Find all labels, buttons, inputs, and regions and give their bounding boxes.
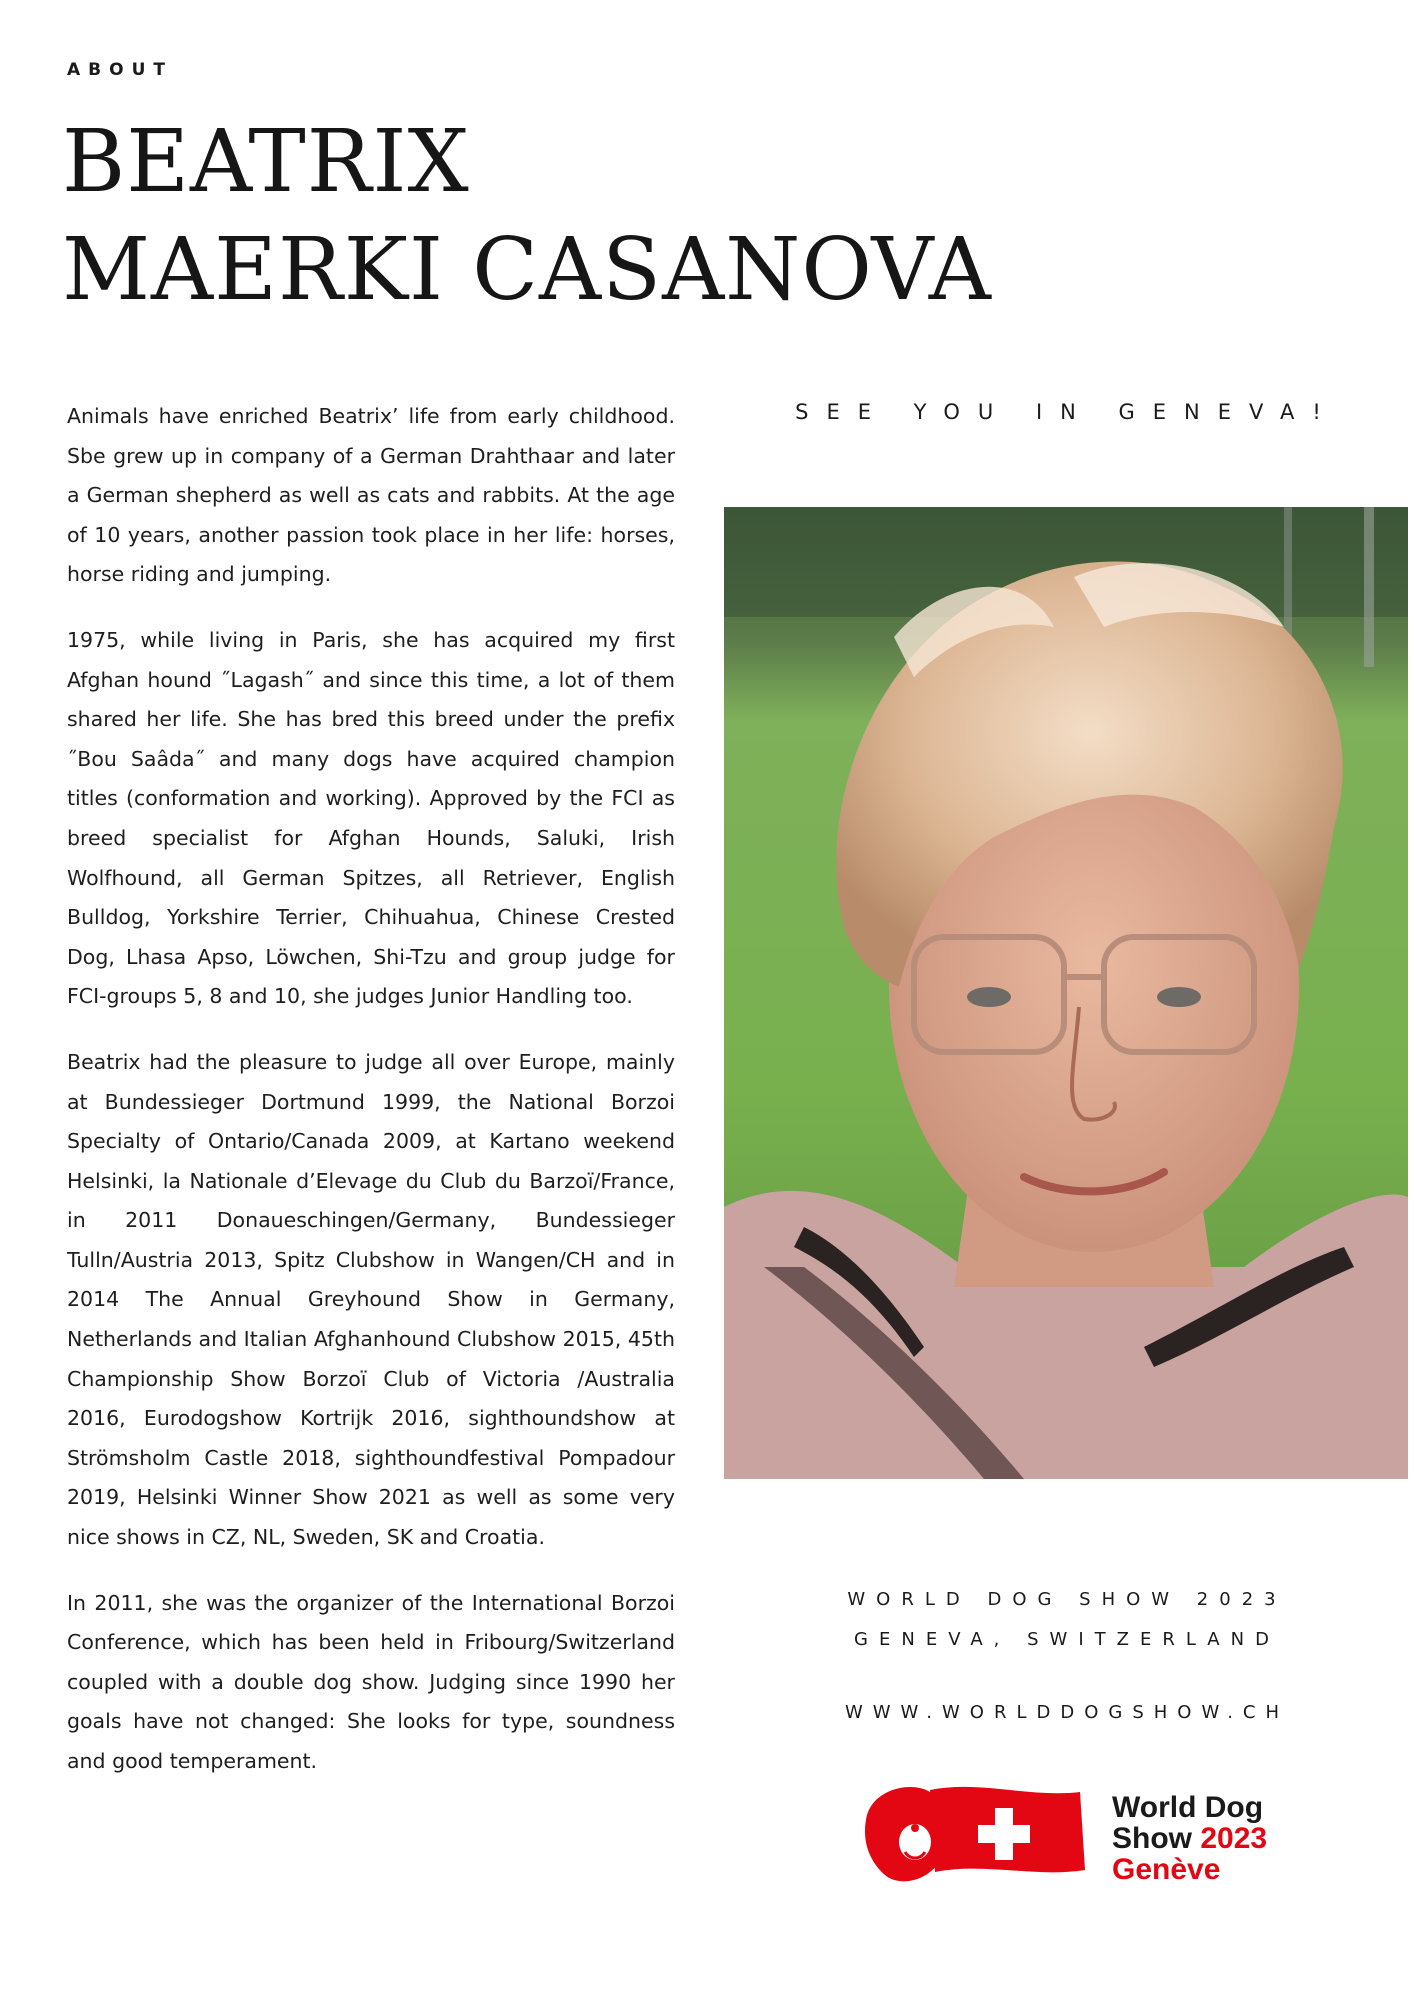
tagline: SEE YOU IN GENEVA! [795,400,1339,424]
bio-paragraph: In 2011, she was the organizer of the International Borzoi Conference, which has been held in Fribourg/Switzerland coupled with a double dog show. Judging since 1990 her goals have not changed: She looks for type, soundness and good temperament. [67,1590,675,1773]
title-line-2: MAERKI CASANOVA [62,220,992,320]
event-info [720,1580,1414,1660]
event-location: GENEVA, SWITZERLAND [854,1629,1280,1650]
title-line-1: BEATRIX [62,112,470,212]
portrait-photo [724,507,1408,1479]
bio-paragraph: Animals have enriched Beatrix’ life from early childhood. Sbe grew up in company of a German Drahthaar and later a German shepherd as well as cats and rabbits. At the age of 10 years, another passion took place in her life: horses, horse riding and jumping. [67,404,675,587]
website-link[interactable]: WWW.WORLDDOGSHOW.CH [844,1702,1290,1723]
world-dog-show-logo [860,1780,1300,1890]
event-name: WORLD DOG SHOW 2023 [847,1589,1287,1610]
biography [67,397,675,1808]
bio-paragraph: Beatrix had the pleasure to judge all over Europe, mainly at Bundessieger Dortmund 1999, the National Borzoi Specialty of Ontario/Canada 2009, at Kartano weekend Helsinki, la Nationale d’Elevage du Club du Barzoï/France, in 2011 Donaueschingen/Germany, Bundessieger Tulln/Austria 2013, Spitz Clubshow in Wangen/CH and in 2014 The Annual Greyhound Show in Germany, Netherlands and Italian Afghanhound Clubshow 2015, 45th Championship Show Borzoï Club of Victoria /Australia 2016, Eurodogshow Kortrijk 2016, sighthoundshow at Strömsholm Castle 2018, sighthoundfestival Pompadour 2019, Helsinki Winner Show 2021 as well as some very nice shows in CZ, NL, Sweden, SK and Croatia. [67,1049,675,1550]
bio-paragraph: 1975, while living in Paris, she has acquired my first Afghan hound ˝Lagash˝ and since this time, a lot of them shared her life. She has bred this breed under the prefix ˝Bou Saâda˝ and many dogs have acquired champion titles (conformation and working). Approved by the FCI as breed specialist for Afghan Hounds, Saluki, Irish Wolfhound, all German Spitzes, all Retriever, English Bulldog, Yorkshire Terrier, Chihuahua, Chinese Crested Dog, Lhasa Apso, Löwchen, Shi-Tzu and group judge for FCI-groups 5, 8 and 10, she judges Junior Handling too. [67,627,675,1009]
logo-line-2 [1112,1823,1267,1854]
logo-line-1: World Dog [1112,1791,1264,1824]
logo-show-word: Show [1112,1822,1201,1855]
portrait-illustration [724,507,1408,1479]
logo-year: 2023 [1200,1822,1268,1855]
logo-line-3: Genève [1112,1853,1221,1886]
page-title [62,108,992,324]
section-label: ABOUT [67,60,173,80]
